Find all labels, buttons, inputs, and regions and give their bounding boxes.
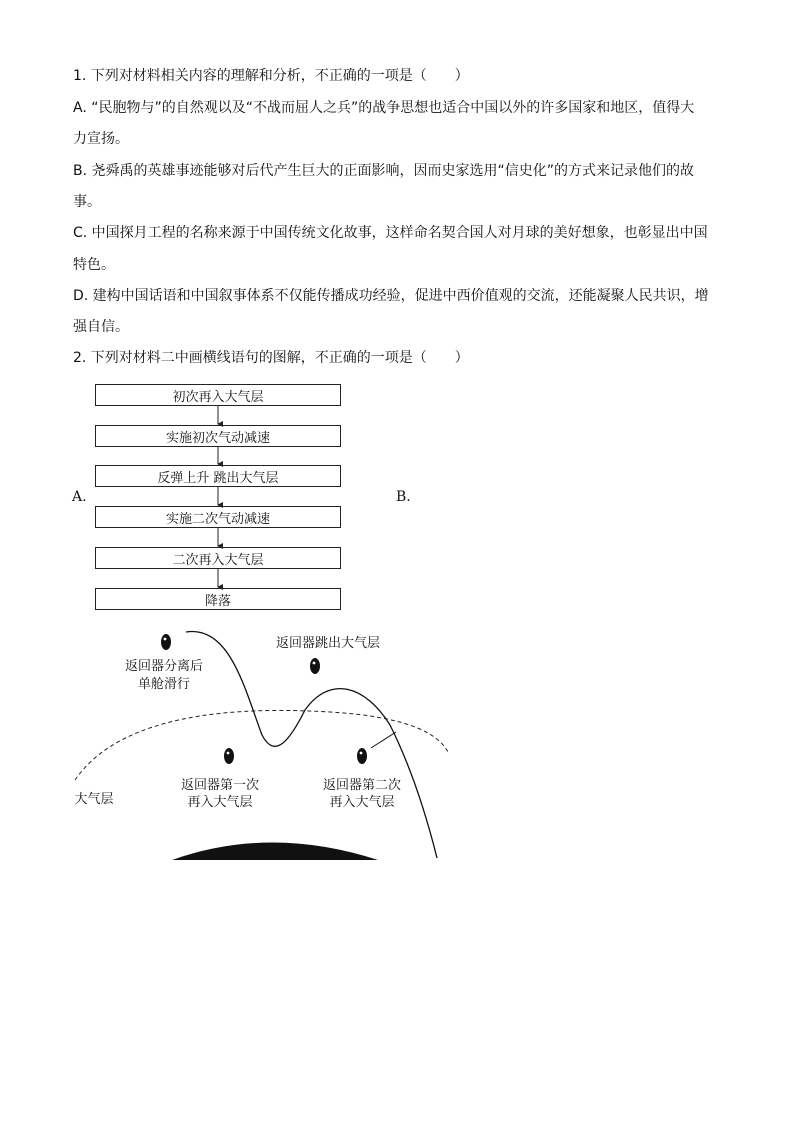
q1-option-a-line2: 力宣扬。 bbox=[73, 131, 129, 147]
second-entry-leader bbox=[371, 732, 396, 748]
q1-option-d-line1: D. 建构中国话语和中国叙事体系不仅能传播成功经验，促进中西价值观的交流，还能凝聚人民共识，增 bbox=[73, 288, 709, 304]
label-second-entry-2: 再入大气层 bbox=[329, 795, 395, 810]
capsule-second-entry-icon bbox=[357, 748, 367, 764]
q2-option-a-label: A. bbox=[72, 489, 87, 505]
atmosphere-boundary bbox=[75, 710, 448, 780]
q1-option-a-line1: A. “民胞物与”的自然观以及“不战而屈人之兵”的战争思想也适合中国以外的许多国家和地区，值得大 bbox=[73, 100, 695, 116]
q1-option-c-line2: 特色。 bbox=[73, 257, 115, 273]
label-atmosphere: 大气层 bbox=[74, 792, 114, 807]
label-first-entry-2: 再入大气层 bbox=[187, 795, 253, 810]
flow-step-2: 实施初次气动减速 bbox=[95, 425, 341, 447]
label-skip: 返回器跳出大气层 bbox=[275, 636, 381, 651]
label-second-entry-1: 返回器第二次 bbox=[322, 778, 402, 793]
flow-step-1: 初次再入大气层 bbox=[95, 384, 341, 406]
capsule-separation-icon bbox=[161, 634, 171, 650]
q1-option-b-line1: B. 尧舜禹的英雄事迹能够对后代产生巨大的正面影响，因而史家选用“信史化”的方式来记录他们的故 bbox=[73, 163, 695, 179]
label-first-entry-1: 返回器第一次 bbox=[180, 778, 260, 793]
capsule-skip-icon bbox=[310, 658, 320, 674]
flow-step-5: 二次再入大气层 bbox=[95, 547, 341, 569]
label-separation-1: 返回器分离后 bbox=[124, 659, 204, 674]
earth-shape bbox=[172, 843, 378, 861]
flow-step-6: 降落 bbox=[95, 588, 341, 610]
q1-option-b-line2: 事。 bbox=[73, 194, 101, 210]
q1-option-d-line2: 强自信。 bbox=[73, 319, 129, 335]
flow-step-3: 反弹上升 跳出大气层 bbox=[95, 465, 341, 487]
flow-step-4: 实施二次气动减速 bbox=[95, 506, 341, 528]
label-separation-2: 单舱滑行 bbox=[137, 677, 191, 692]
q2-stem: 2. 下列对材料二中画横线语句的图解，不正确的一项是（ ） bbox=[73, 350, 469, 366]
q1-stem: 1. 下列对材料相关内容的理解和分析，不正确的一项是（ ） bbox=[73, 68, 469, 84]
q2-option-b-label: B. bbox=[396, 489, 411, 505]
capsule-first-entry-icon bbox=[224, 748, 234, 764]
q1-option-c-line1: C. 中国探月工程的名称来源于中国传统文化故事，这样命名契合国人对月球的美好想象，也彰显出中国 bbox=[73, 225, 708, 241]
